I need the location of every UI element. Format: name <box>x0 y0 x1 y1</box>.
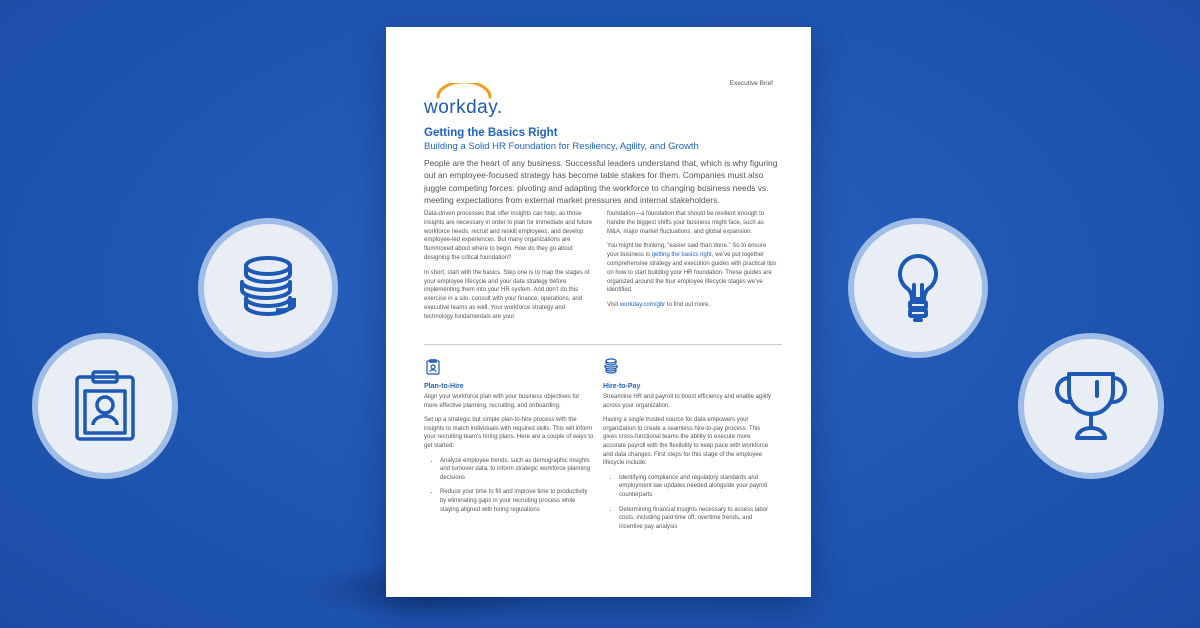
executive-brief-document <box>386 27 811 597</box>
text: You might be thinking, “easier said than done.” So to ensure your business is <box>607 243 767 259</box>
coins-circle <box>198 218 338 358</box>
text: , we’ve put together comprehensive strategy and execution guides with practical tips on how to start building your HR foundation. These guides are organized around the four employee lifecycle stages we’ve identified. <box>607 252 777 294</box>
coin-stack-icon <box>232 252 304 324</box>
plan-to-hire-body <box>424 393 594 520</box>
trophy-icon <box>1051 368 1131 444</box>
list-item: • Analyze employee trends, such as demographic insights and turnover data, to inform strategic workforce planning decisions <box>440 457 594 483</box>
gbr-link[interactable]: workday.com/gbr <box>619 302 666 309</box>
section-paragraph: Having a single trusted source for data empowers your organization to create a seamless hire-to-pay process. This gives cross-functional teams the ability to execute more accurate payroll with the flexibility to keep pace with workforce and data changes. First steps for this stage of the employee lifecycle include: <box>603 417 769 467</box>
hire-to-pay-list <box>603 474 775 532</box>
hire-to-pay-title: Hire-to-Pay <box>603 383 641 390</box>
text: Visit <box>607 302 620 309</box>
list-item: • Reduce your time to fill and improve time to productivity by eliminating gaps in your recruiting process while staying aligned with hiring regulations <box>440 488 594 514</box>
document-title: Getting the Basics Right <box>424 127 558 139</box>
trophy-circle <box>1018 333 1164 479</box>
right-paragraph <box>607 242 779 295</box>
section-paragraph: Streamline HR and payroll to boost efficiency and enable agility across your organization. <box>603 394 771 409</box>
basics-link[interactable]: getting the basics right <box>651 252 712 259</box>
hire-to-pay-body <box>603 393 775 537</box>
plan-to-hire-list <box>424 457 594 515</box>
left-paragraph: Data-driven processes that offer insights can help, as those insights are necessary in order to plan for immediate and future workforce needs, recruit and reskill employees, and develop employee-led experiences. But many organizations are flummoxed about where to begin. How do they go about designing the critical foundation? <box>424 211 593 261</box>
lightbulb-circle <box>848 218 988 358</box>
intro-paragraph: People are the heart of any business. Successful leaders understand that, which is why figuring out an employee-focused strategy has become table stakes for them. Companies must also juggle competing forces: pivoting and adapting the workforce to changing business needs vs. meeting expectations from external market pressures and internal stakeholders. <box>424 158 778 206</box>
list-item: • Determining financial insights necessary to assess labor costs, including paid time off, overtime trends, and incentive pay analysis <box>619 506 775 532</box>
right-paragraph <box>607 301 779 310</box>
section-paragraph: Align your workforce plan with your business objectives for more effective planning, recruiting, and onboarding. <box>424 394 580 409</box>
left-paragraph: In short, start with the basics. Step one is to map the stages of your employee lifecycle and your data strategy before implementing them into your HR system. And don’t do this exercise in a silo: consult with your finance, operations, and executive teams as well. Your workforce strategy and technology fundamentals are your <box>424 269 590 320</box>
list-item: • Identifying compliance and regulatory standards and employment law updates needed alongside your payroll counterparts <box>619 474 775 500</box>
logo-wordmark: workday. <box>424 97 503 118</box>
right-column <box>607 210 779 316</box>
left-column <box>424 210 594 328</box>
document-subtitle: Building a Solid HR Foundation for Resiliency, Agility, and Growth <box>424 141 699 152</box>
doc-type-label: Executive Brief <box>729 80 773 87</box>
clipboard-profile-icon <box>73 369 137 443</box>
lightbulb-icon <box>895 252 941 324</box>
text: to find out more. <box>665 302 711 309</box>
plan-to-hire-title: Plan-to-Hire <box>424 383 464 390</box>
hire-to-pay-icon <box>603 358 619 375</box>
section-paragraph: Set up a strategic but simple plan-to-hire process with the insights to match individuals with required skills. This will inform your recruiting team’s hiring plans. Here are a couple of ways to get started: <box>424 417 594 449</box>
plan-to-hire-icon <box>426 359 440 375</box>
section-divider <box>424 344 782 345</box>
right-paragraph: foundation—a foundation that should be resilient enough to handle the biggest shifts your business might face, such as M&A, major market fluctuations, and global expansion. <box>607 211 765 235</box>
clipboard-circle <box>32 333 178 479</box>
